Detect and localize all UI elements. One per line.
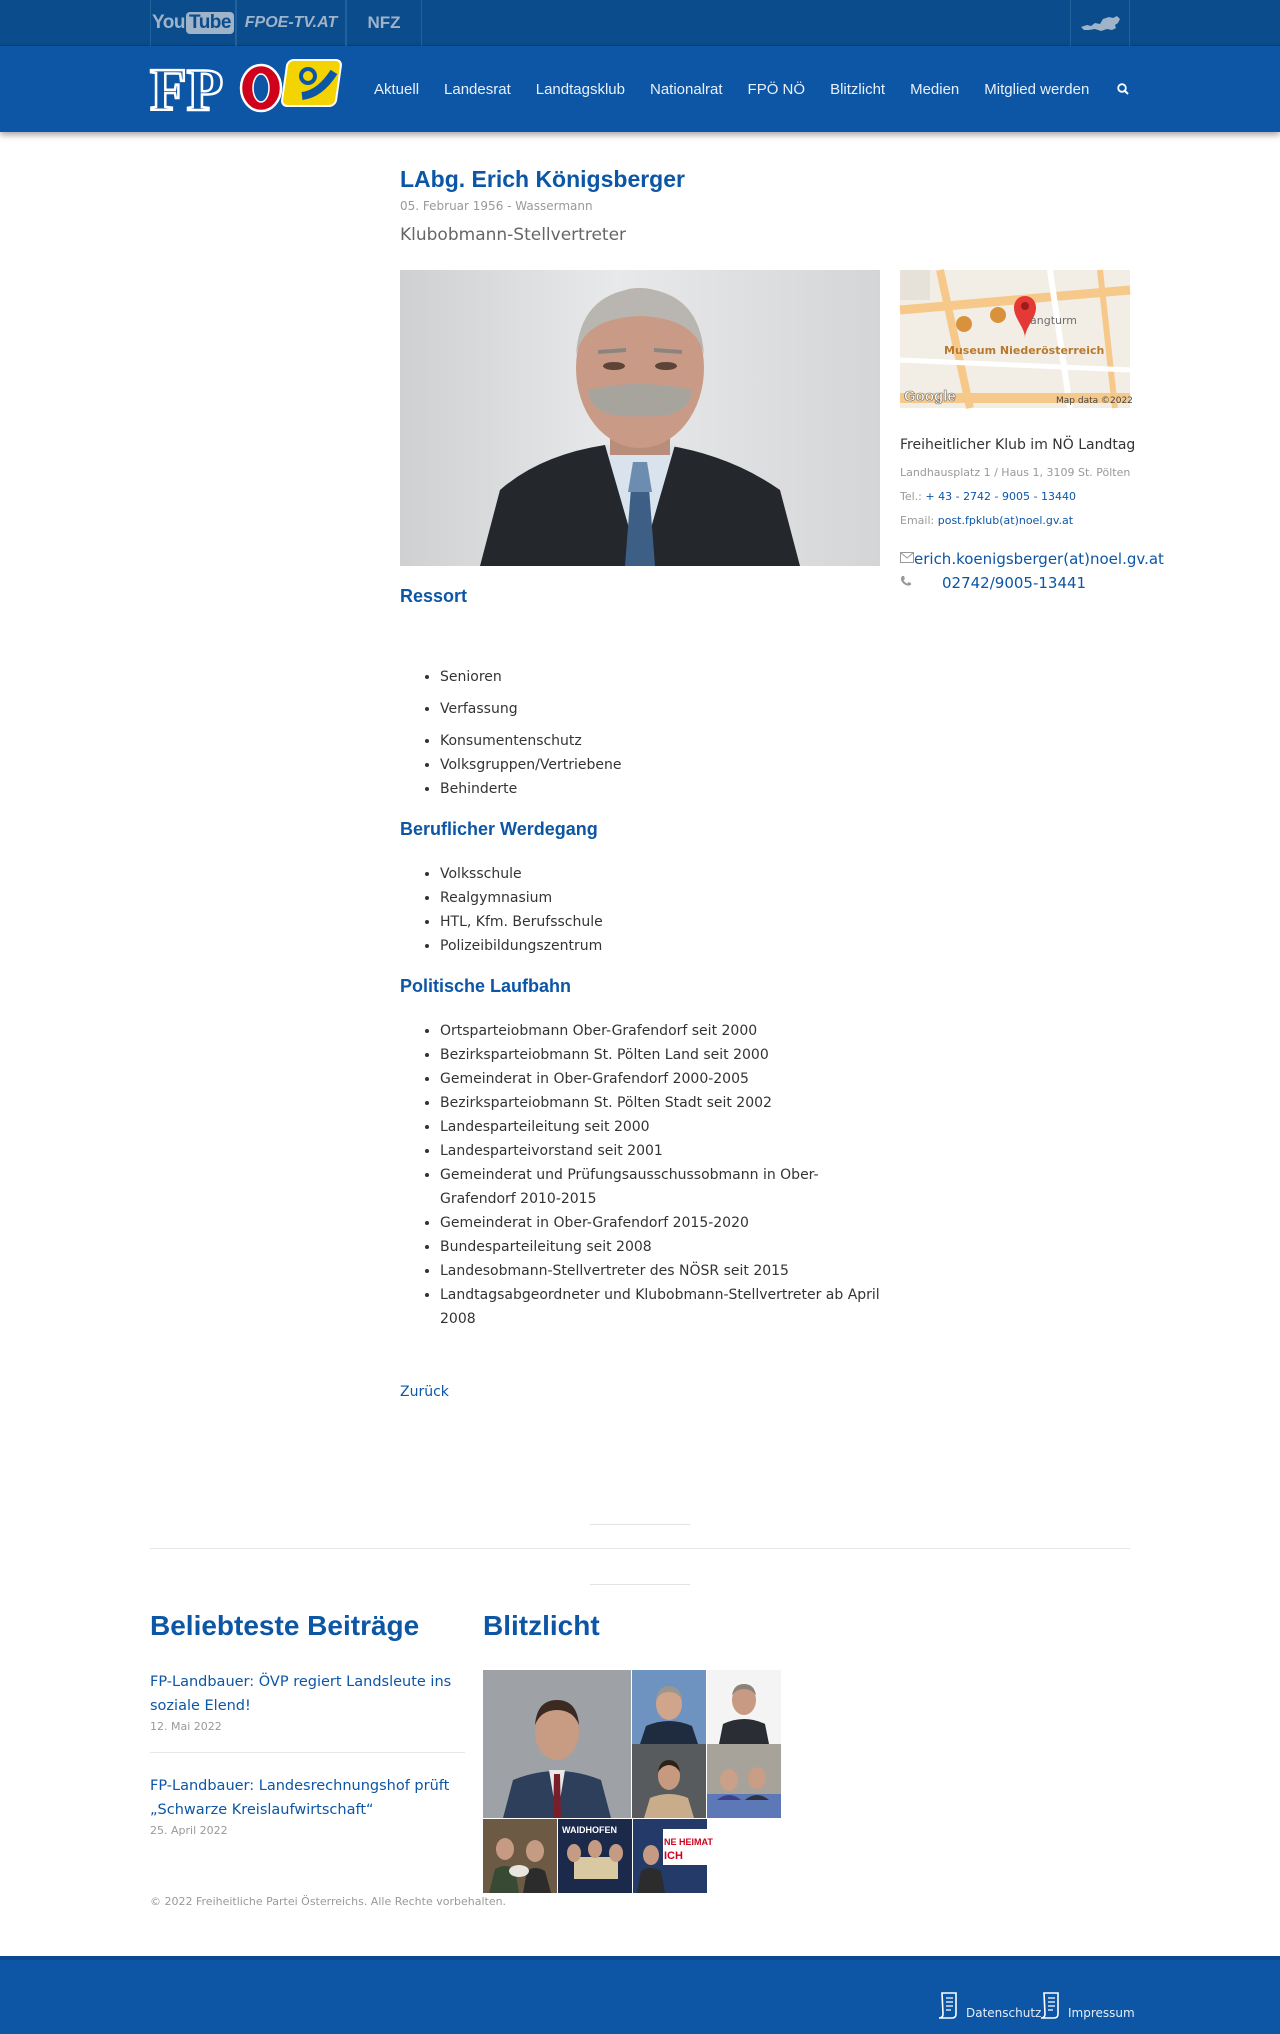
list-item: • HTL, Kfm. Berufsschule: [440, 910, 880, 934]
fpoe-tv-link[interactable]: [236, 0, 346, 46]
phone-icon: [900, 575, 942, 591]
map-attribution: Map data ©2022: [1056, 396, 1133, 406]
list-item: • Konsumentenschutz: [440, 729, 880, 753]
page-title: LAbg. Erich Königsberger: [400, 166, 685, 192]
profile-main: [400, 166, 880, 1400]
personal-phone-link[interactable]: 02742/9005-13441: [942, 574, 1087, 592]
list-item: • Gemeinderat und Prüfungsausschussobmann in Ober-Grafendorf 2010-2015: [440, 1163, 880, 1211]
nav-landtagsklub[interactable]: Landtagsklub: [535, 80, 625, 98]
google-logo: Google: [904, 388, 956, 405]
contact-sidebar: [900, 270, 1164, 595]
main-nav: [374, 46, 1130, 132]
list-item: • Landesobmann-Stellvertreter des NÖSR seit 2015: [440, 1259, 880, 1283]
club-name: Freiheitlicher Klub im NÖ Landtag: [900, 437, 1136, 453]
envelope-icon: [900, 552, 914, 567]
impressum-label: Impressum: [1068, 2006, 1135, 2020]
tel-label: Tel.:: [900, 490, 922, 503]
back-link[interactable]: Zurück: [400, 1384, 449, 1400]
ressort-heading: Ressort: [400, 586, 468, 606]
youtube-text: You: [152, 12, 185, 33]
gallery-thumbnail[interactable]: [483, 1819, 557, 1893]
impressum-link[interactable]: [1036, 1990, 1135, 2020]
map-label-partial: angturm: [1030, 314, 1078, 327]
nav-nationalrat[interactable]: Nationalrat: [650, 80, 723, 98]
club-address: Landhausplatz 1 / Haus 1, 3109 St. Pölten: [900, 466, 1131, 479]
post-title-link[interactable]: FP-Landbauer: Landesrechnungshof prüft „Schwarze Kreislaufwirtschaft“: [150, 1778, 450, 1818]
location-map[interactable]: [900, 270, 1133, 408]
austria-map-icon[interactable]: [1070, 0, 1130, 46]
copyright-text: © 2022 Freiheitliche Partei Österreichs. Alle Rechte vorbehalten.: [150, 1895, 507, 1908]
nav-landesrat[interactable]: Landesrat: [444, 80, 511, 98]
personal-contact: [900, 547, 1164, 595]
list-item: • Senioren: [440, 665, 880, 689]
list-item: • Volksgruppen/Vertriebene: [440, 753, 880, 777]
fpoe-tv-label: FPOE-TV.AT: [244, 14, 338, 31]
nav-medien[interactable]: Medien: [910, 80, 960, 98]
list-item: • Landesparteileitung seit 2000: [440, 1115, 880, 1139]
fpoe-logo[interactable]: [150, 57, 346, 123]
gallery-thumbnail[interactable]: [707, 1670, 781, 1744]
list-item: • Volksschule: [440, 862, 880, 886]
club-tel: [900, 485, 1140, 509]
laufbahn-list: [400, 1019, 880, 1331]
nav-blitzlicht[interactable]: Blitzlicht: [830, 80, 886, 98]
list-item: • Behinderte: [440, 777, 880, 801]
list-item: • Landesparteivorstand seit 2001: [440, 1139, 880, 1163]
divider: [590, 1524, 690, 1525]
bottom-bar: [0, 1956, 1280, 2034]
youtube-link[interactable]: [150, 0, 236, 46]
post-item: [150, 1670, 465, 1733]
thumb-text-waidhofen: WAIDHOFEN: [562, 1825, 617, 1835]
divider: [150, 1752, 465, 1753]
club-email: [900, 509, 1140, 533]
divider: [150, 1548, 1130, 1549]
birth-date: 05. Februar 1956 - Wassermann: [400, 199, 593, 213]
nfz-link[interactable]: [346, 0, 422, 46]
club-email-link[interactable]: post.fpklub(at)noel.gv.at: [937, 514, 1074, 527]
ressort-list: [400, 665, 880, 801]
gallery-thumbnail[interactable]: [558, 1819, 632, 1893]
post-date: 12. Mai 2022: [150, 1720, 222, 1733]
list-item: • Landtagsabgeordneter und Klubobmann-Stellvertreter ab April 2008: [440, 1283, 880, 1331]
main-navbar: [0, 46, 1280, 132]
werdegang-list: [400, 862, 880, 958]
datenschutz-label: Datenschutz: [966, 2006, 1042, 2020]
top-bar: [0, 0, 1280, 46]
search-icon[interactable]: [1116, 82, 1130, 96]
map-label-museum: Museum Niederösterreich: [944, 344, 1105, 357]
blitzlicht-heading: Blitzlicht: [483, 1610, 600, 1641]
document-icon: [1036, 1990, 1066, 2020]
gallery-thumbnail[interactable]: [632, 1670, 706, 1744]
email-label: Email:: [900, 514, 935, 527]
list-item: • Verfassung: [440, 697, 880, 721]
thumb-text-ich: ICH: [664, 1850, 683, 1862]
list-item: • Ortsparteiobmann Ober-Grafendorf seit 2000: [440, 1019, 880, 1043]
svg-text:FP: FP: [150, 57, 224, 123]
list-item: • Bezirksparteiobmann St. Pölten Stadt seit 2002: [440, 1091, 880, 1115]
profile-role: Klubobmann-Stellvertreter: [400, 225, 627, 245]
gallery-thumbnail[interactable]: [633, 1819, 713, 1893]
document-icon: [934, 1990, 964, 2020]
nav-aktuell[interactable]: Aktuell: [374, 80, 420, 98]
gallery-thumbnail[interactable]: [483, 1670, 631, 1818]
list-item: • Realgymnasium: [440, 886, 880, 910]
portrait-photo: [400, 270, 880, 566]
post-title-link[interactable]: FP-Landbauer: ÖVP regiert Landsleute ins soziale Elend!: [150, 1674, 452, 1714]
list-item: • Bundesparteileitung seit 2008: [440, 1235, 880, 1259]
popular-posts-heading: Beliebteste Beiträge: [150, 1610, 420, 1641]
thumb-text-heimat: NE HEIMAT: [664, 1837, 713, 1847]
club-tel-link[interactable]: + 43 - 2742 - 9005 - 13440: [925, 490, 1076, 503]
list-item: • Bezirksparteiobmann St. Pölten Land seit 2000: [440, 1043, 880, 1067]
nfz-label: NFZ: [367, 13, 401, 32]
gallery-thumbnail[interactable]: [632, 1744, 706, 1818]
nav-fpoe-noe[interactable]: FPÖ NÖ: [747, 80, 806, 98]
post-date: 25. April 2022: [150, 1824, 228, 1837]
nav-mitglied-werden[interactable]: Mitglied werden: [984, 80, 1090, 98]
datenschutz-link[interactable]: [934, 1990, 1041, 2020]
divider: [590, 1584, 690, 1585]
personal-email-link[interactable]: erich.koenigsberger(at)noel.gv.at: [914, 550, 1164, 568]
youtube-tube: Tube: [186, 12, 234, 34]
post-item: [150, 1774, 465, 1837]
werdegang-heading: Beruflicher Werdegang: [400, 819, 598, 839]
list-item: • Gemeinderat in Ober-Grafendorf 2000-2005: [440, 1067, 880, 1091]
gallery-thumbnail[interactable]: [707, 1744, 781, 1818]
list-item: • Gemeinderat in Ober-Grafendorf 2015-2020: [440, 1211, 880, 1235]
list-item: • Polizeibildungszentrum: [440, 934, 880, 958]
laufbahn-heading: Politische Laufbahn: [400, 976, 572, 996]
